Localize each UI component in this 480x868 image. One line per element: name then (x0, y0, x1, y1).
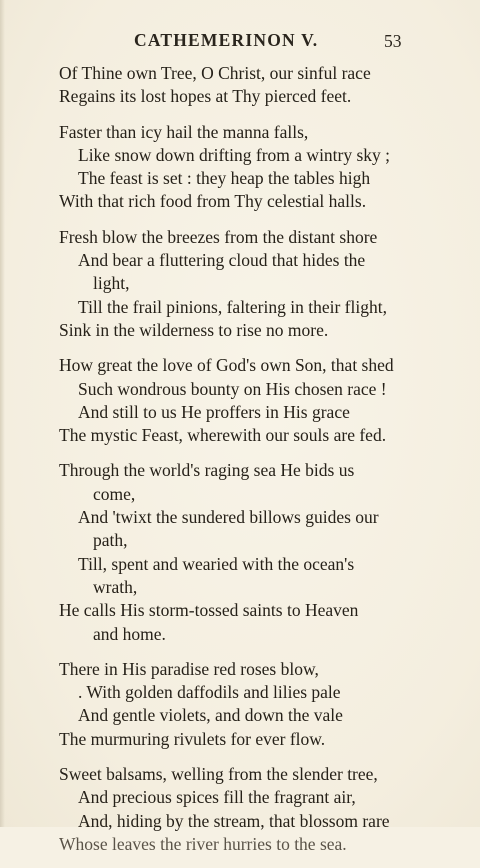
page-header (0, 30, 480, 54)
verse-line: Till, spent and wearied with the ocean's (78, 553, 355, 574)
verse-line: Of Thine own Tree, O Christ, our sinful race (59, 63, 371, 83)
running-title: CATHEMERINON V. (134, 30, 319, 50)
verse-line: The feast is set : they heap the tables high (78, 168, 371, 189)
verse-line: And still to us He proffers in His grace (78, 401, 350, 422)
stanza (0, 354, 480, 447)
verse-line: come, (93, 483, 136, 504)
verse-line: path, (93, 530, 128, 551)
verse-line: Sweet balsams, welling from the slender tree, (59, 764, 378, 785)
verse-line: There in His paradise red roses blow, (59, 658, 319, 679)
verse-line: With that rich food from Thy celestial halls. (59, 191, 367, 212)
verse-line: How great the love of God's own Son, that shed (59, 355, 394, 376)
verse-line: . With golden daffodils and lilies pale (78, 682, 341, 703)
stanza (0, 459, 480, 645)
verse-line: And precious spices fill the fragrant air, (78, 787, 356, 808)
verse-line: The murmuring rivulets for ever flow. (59, 728, 326, 749)
verse-line: light, (93, 273, 130, 294)
verse-line: And gentle violets, and down the vale (78, 705, 343, 726)
verse-line: Fresh blow the breezes from the distant shore (59, 226, 378, 247)
stanza (0, 121, 480, 214)
verse-line: And 'twixt the sundered billows guides our (78, 507, 379, 528)
verse-line: Such wondrous bounty on His chosen race ! (78, 378, 387, 399)
page-number: 53 (384, 31, 402, 51)
verse-line: He calls His storm-tossed saints to Heaven (59, 600, 359, 621)
stanza (0, 763, 480, 856)
verse-line: Like snow down drifting from a wintry sky ; (78, 144, 391, 165)
verse-line: Faster than icy hail the manna falls, (59, 121, 309, 142)
verse-line: And, hiding by the stream, that blossom rare (78, 810, 390, 831)
verse-line: Sink in the wilderness to rise no more. (59, 319, 329, 340)
verse-line: Whose leaves the river hurries to the sea. (59, 833, 347, 854)
verse-line: Regains its lost hopes at Thy pierced feet. (59, 86, 352, 107)
verse-line: And bear a fluttering cloud that hides the (78, 250, 366, 271)
verse-line: wrath, (93, 576, 138, 597)
stanza (0, 658, 480, 751)
stanza (0, 62, 480, 109)
verse-line: Till the frail pinions, faltering in their flight, (78, 296, 387, 317)
stanza (0, 226, 480, 342)
verse-line: The mystic Feast, wherewith our souls are fed. (59, 425, 387, 446)
verse-line: and home. (93, 623, 166, 644)
verse-line: Through the world's raging sea He bids us (59, 460, 355, 481)
poem-body (0, 62, 480, 868)
